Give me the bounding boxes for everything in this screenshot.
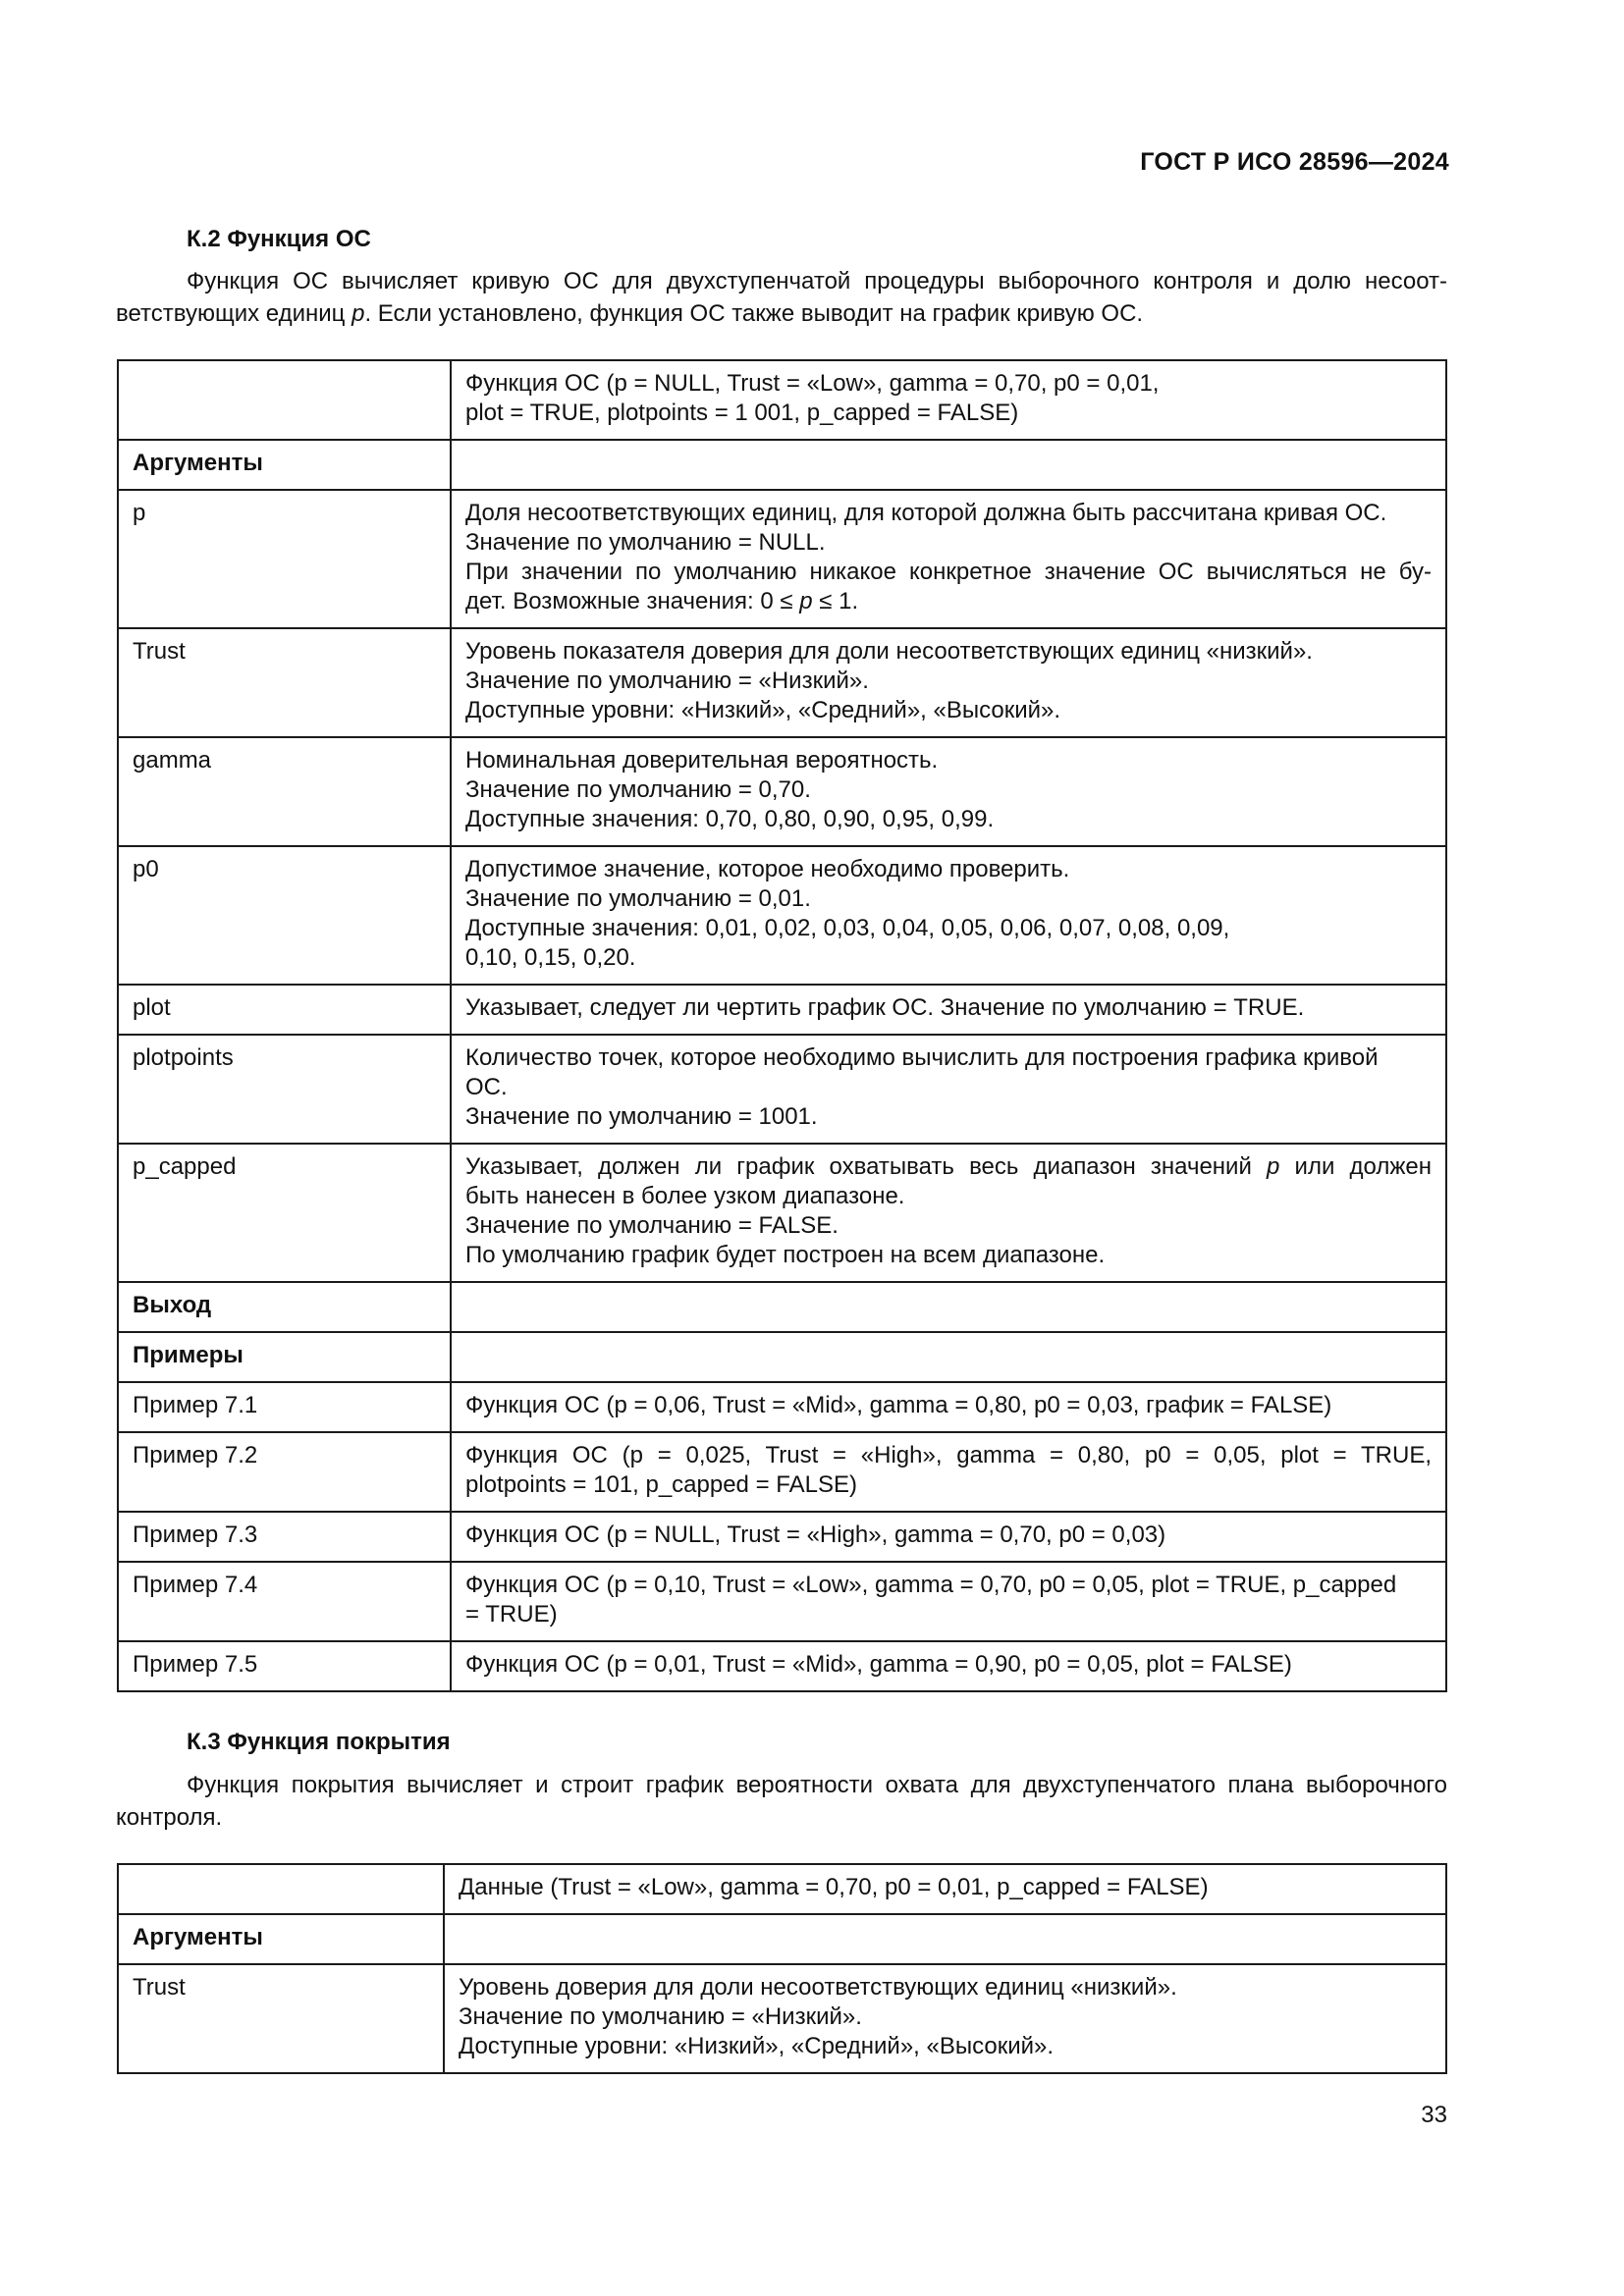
signature-line: Данные (Trust = «Low», gamma = 0,70, p0 = 0,01, p_capped = FALSE) [459,1874,1209,1900]
arguments-heading: Аргументы [118,440,451,490]
table-row-example [118,1641,1446,1691]
code-line: Функция ОС (p = 0,10, Trust = «Low», gamma = 0,70, p0 = 0,05, plot = TRUE, p_capped [465,1572,1397,1598]
example-label: Пример 7.3 [118,1512,451,1562]
desc-line: Доступные значения: 0,70, 0,80, 0,90, 0,95, 0,99. [465,806,995,832]
intro-line: контроля. [116,1804,223,1831]
code-line: = TRUE) [465,1601,558,1628]
table-row-example [118,1382,1446,1432]
table-row-example [118,1432,1446,1512]
example-label: Пример 7.4 [118,1562,451,1641]
desc-line: Значение по умолчанию = 0,70. [465,776,811,803]
desc-line: Уровень показателя доверия для доли несоответствующих единиц «низкий». [465,638,1313,665]
desc-line: При значении по умолчанию никакое конкретное значение ОС вычисляться не бу- [465,559,1432,585]
variable-p: p [1267,1153,1280,1180]
table-row-example [118,1562,1446,1641]
desc-line: Уровень доверия для доли несоответствующих единиц «низкий». [459,1974,1177,2001]
section-title-k2: К.2 Функция ОС [187,226,371,252]
arg-name: plotpoints [118,1035,451,1144]
code-line: plotpoints = 101, p_capped = FALSE) [465,1471,857,1498]
page-number: 33 [1421,2102,1447,2128]
text-run: Указывает, должен ли график охватывать весь диапазон значений [465,1153,1268,1180]
example-label: Пример 7.5 [118,1641,451,1691]
table-row-arg-p [118,490,1446,628]
function-signature [451,360,1446,440]
arg-name: p [118,490,451,628]
desc-line: Допустимое значение, которое необходимо проверить. [465,856,1070,882]
example-label: Пример 7.1 [118,1382,451,1432]
text-run: . Если установлено, функция ОС также выводит на график кривую ОС. [364,300,1144,327]
arg-description [451,628,1446,737]
example-code [451,1562,1446,1641]
table-row-arg-p0 [118,846,1446,985]
code-line: Функция ОС (p = 0,01, Trust = «Mid», gamma = 0,90, p0 = 0,05, plot = FALSE) [465,1651,1292,1678]
output-heading: Выход [118,1282,451,1332]
arg-description [451,490,1446,628]
arg-description [451,1035,1446,1144]
table-row-arg-gamma [118,737,1446,846]
code-line: Функция ОС (p = NULL, Trust = «High», gamma = 0,70, p0 = 0,03) [465,1522,1166,1548]
table-row-signature [118,1864,1446,1914]
code-line: Функция ОС (p = 0,06, Trust = «Mid», gamma = 0,80, p0 = 0,03, график = FALSE) [465,1392,1332,1418]
table-row-example [118,1512,1446,1562]
text-run: ветствующих единиц [116,300,352,327]
coverage-function-table [117,1863,1447,2074]
desc-line: Значение по умолчанию = «Низкий». [459,2003,862,2030]
intro-line: Функция покрытия вычисляет и строит график вероятности охвата для двухступенчатого плана выборочного [187,1772,1447,1798]
arg-name: plot [118,985,451,1035]
arg-description [451,1144,1446,1282]
code-line: Функция ОС (p = 0,025, Trust = «High», gamma = 0,80, p0 = 0,05, plot = TRUE, [465,1442,1432,1468]
variable-p: p [352,300,365,327]
desc-line [465,587,1432,616]
desc-line [465,1152,1432,1182]
table-row-args-heading [118,1914,1446,1964]
table-cell-empty [118,360,451,440]
desc-line: Указывает, следует ли чертить график ОС. Значение по умолчанию = TRUE. [465,994,1305,1021]
arguments-heading: Аргументы [118,1914,444,1964]
desc-line: Доступные уровни: «Низкий», «Средний», «Высокий». [465,697,1061,723]
example-code [451,1512,1446,1562]
desc-line: По умолчанию график будет построен на всем диапазоне. [465,1242,1106,1268]
desc-line: Номинальная доверительная вероятность. [465,747,939,774]
text-run: дет. Возможные значения: 0 ≤ [465,588,800,614]
arg-name: gamma [118,737,451,846]
text-run: ≤ 1. [812,588,859,614]
desc-line: Доступные значения: 0,01, 0,02, 0,03, 0,04, 0,05, 0,06, 0,07, 0,08, 0,09, [465,915,1230,941]
signature-line: plot = TRUE, plotpoints = 1 001, p_capped = FALSE) [465,400,1019,426]
intro-line: Функция ОС вычисляет кривую ОС для двухступенчатой процедуры выборочного контроля и долю несоот- [187,268,1447,294]
desc-line: 0,10, 0,15, 0,20. [465,944,636,971]
section-k3-intro [116,1769,1447,1834]
table-row-arg-plot [118,985,1446,1035]
examples-heading: Примеры [118,1332,451,1382]
table-row-output-heading [118,1282,1446,1332]
table-row-signature [118,360,1446,440]
arg-name: p0 [118,846,451,985]
example-code [451,1641,1446,1691]
signature-line: Функция ОС (p = NULL, Trust = «Low», gamma = 0,70, p0 = 0,01, [465,370,1160,397]
desc-line: Доступные уровни: «Низкий», «Средний», «Высокий». [459,2033,1055,2059]
table-row-arg-trust [118,1964,1446,2073]
desc-line: Значение по умолчанию = 1001. [465,1103,818,1130]
arg-description [451,846,1446,985]
section-title-k3: К.3 Функция покрытия [187,1729,451,1755]
table-row-arg-plotpoints [118,1035,1446,1144]
variable-p: p [799,588,813,614]
table-row-args-heading [118,440,1446,490]
function-signature [444,1864,1446,1914]
arg-description [444,1964,1446,2073]
desc-line: Значение по умолчанию = «Низкий». [465,667,869,694]
table-cell-empty [118,1864,444,1914]
arg-name: Trust [118,628,451,737]
table-row-arg-trust [118,628,1446,737]
table-row-arg-p-capped [118,1144,1446,1282]
arg-description [451,737,1446,846]
desc-line: Доля несоответствующих единиц, для которой должна быть рассчитана кривая ОС. [465,500,1387,526]
desc-line: Количество точек, которое необходимо вычислить для построения графика кривой [465,1044,1379,1071]
arg-name: p_capped [118,1144,451,1282]
table-cell-empty [451,1332,1446,1382]
table-row-examples-heading [118,1332,1446,1382]
desc-line: ОС. [465,1074,508,1100]
text-run: или должен [1279,1153,1432,1180]
desc-line: Значение по умолчанию = NULL. [465,529,826,556]
table-cell-empty [444,1914,1446,1964]
desc-line: быть нанесен в более узком диапазоне. [465,1183,905,1209]
intro-line [116,297,1447,330]
desc-line: Значение по умолчанию = 0,01. [465,885,811,912]
section-k2-intro [116,265,1447,330]
example-label: Пример 7.2 [118,1432,451,1512]
document-header: ГОСТ Р ИСО 28596—2024 [1140,148,1449,176]
example-code [451,1382,1446,1432]
arg-description [451,985,1446,1035]
example-code [451,1432,1446,1512]
arg-name: Trust [118,1964,444,2073]
table-cell-empty [451,440,1446,490]
desc-line: Значение по умолчанию = FALSE. [465,1212,839,1239]
table-cell-empty [451,1282,1446,1332]
oc-function-table [117,359,1447,1692]
